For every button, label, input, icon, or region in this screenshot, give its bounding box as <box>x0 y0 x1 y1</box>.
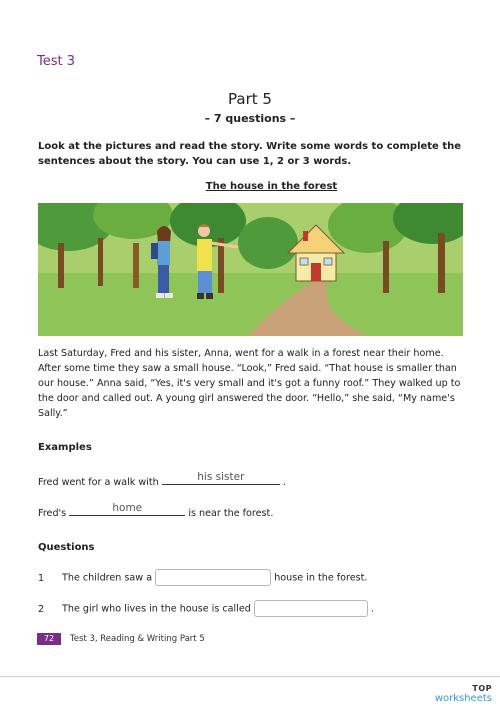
page-number-badge: 72 <box>37 633 61 645</box>
example-1 <box>38 472 286 488</box>
example-1-answer-line <box>162 472 280 485</box>
test-label: Test 3 <box>37 54 76 69</box>
questions-heading: Questions <box>38 542 95 553</box>
question-2-after: . <box>371 603 375 615</box>
question-2-answer-input[interactable] <box>254 600 368 617</box>
question-1 <box>38 569 367 586</box>
question-2 <box>38 600 374 617</box>
footer-divider <box>0 676 500 677</box>
example-2-answer: home <box>112 502 143 514</box>
example-2-before: Fred's <box>38 508 67 519</box>
footer-text: Test 3, Reading & Writing Part 5 <box>70 634 205 644</box>
example-1-answer: his sister <box>197 471 245 483</box>
story-text: Last Saturday, Fred and his sister, Anna, went for a walk in a forest near their home. After some time they saw a small house. “Look,” Fred said. “That house is smaller than our house.” Anna said, “Yes, it's very small and it's got a funny roof.” They walked up to the door and called out. A young girl answered the door. “Hello,” she said, “My name's Sally.” <box>38 348 461 419</box>
example-2-after: is near the forest. <box>188 508 274 519</box>
example-2-answer-line <box>69 503 185 516</box>
question-1-number: 1 <box>38 572 45 584</box>
examples-heading: Examples <box>38 442 92 453</box>
example-2 <box>38 503 273 519</box>
example-1-before: Fred went for a walk with <box>38 477 159 488</box>
question-1-after: house in the forest. <box>274 572 368 584</box>
example-1-after: . <box>282 477 286 488</box>
part-title: Part 5 <box>228 90 272 108</box>
question-2-before: The girl who lives in the house is called <box>62 603 251 615</box>
question-1-before: The children saw a <box>62 572 153 584</box>
story-title: The house in the forest <box>205 181 338 192</box>
question-2-number: 2 <box>38 603 45 615</box>
logo-line-top: TOP <box>472 684 492 693</box>
topworksheets-logo[interactable] <box>435 684 492 704</box>
question-1-answer-input[interactable] <box>155 569 271 586</box>
story-illustration <box>38 203 463 336</box>
logo-line-bottom: worksheets <box>434 693 492 704</box>
instructions: Look at the pictures and read the story. Write some words to complete the sentences about the story. You can use 1, 2 or 3 words. <box>38 141 462 167</box>
part-subtitle: – 7 questions – <box>204 112 296 125</box>
